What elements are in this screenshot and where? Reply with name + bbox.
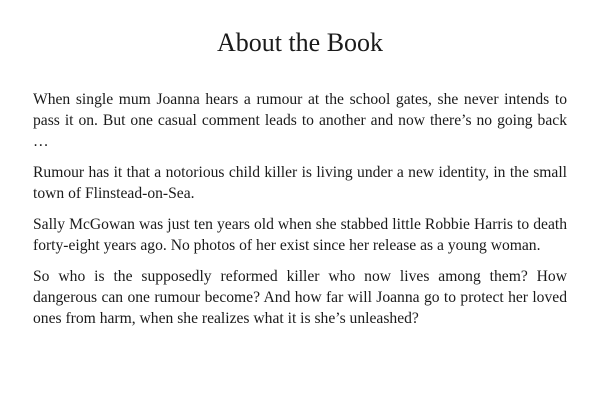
page-title: About the Book [216,28,384,57]
book-description [33,89,567,329]
paragraph-2: Rumour has it that a notorious child killer is living under a new identity, in the small town of Flinstead-on-Sea. [33,164,567,202]
paragraph-4: So who is the supposedly reformed killer who now lives among them? How dangerous can one rumour become? And how far will Joanna go to protect her loved ones from harm, when she realizes what it is she’s unleashed? [33,268,567,327]
paragraph-3: Sally McGowan was just ten years old when she stabbed little Robbie Harris to death forty-eight years ago. No photos of her exist since her release as a young woman. [33,216,567,254]
paragraph-1: When single mum Joanna hears a rumour at the school gates, she never intends to pass it on. But one casual comment leads to another and now there’s no going back … [33,91,567,150]
